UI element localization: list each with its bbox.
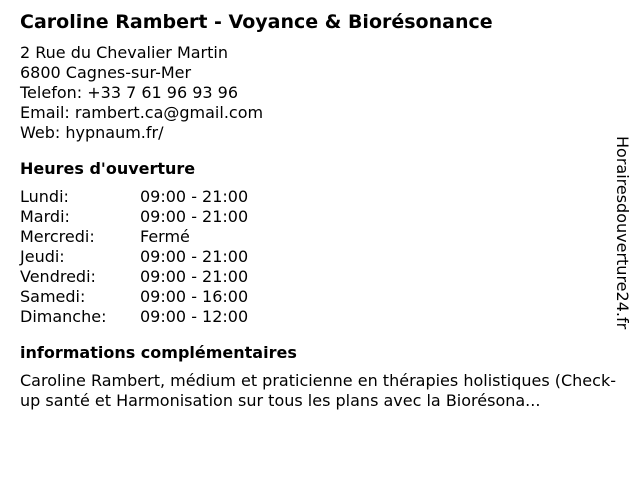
side-brand-text: Horairesdouverture24.fr	[613, 136, 632, 330]
hours-row	[20, 287, 620, 307]
hours-time: 09:00 - 21:00	[140, 207, 249, 226]
hours-time: 09:00 - 16:00	[140, 287, 249, 306]
hours-day: Mardi:	[20, 207, 70, 226]
hours-row	[20, 247, 620, 267]
hours-row	[20, 307, 620, 327]
business-title: Caroline Rambert - Voyance & Biorésonance	[20, 11, 493, 33]
hours-table	[20, 187, 620, 327]
hours-time: 09:00 - 21:00	[140, 247, 249, 266]
hours-time: 09:00 - 12:00	[140, 307, 249, 326]
hours-row	[20, 187, 620, 207]
street-address: 2 Rue du Chevalier Martin	[20, 43, 228, 62]
hours-row	[20, 207, 620, 227]
info-text: Caroline Rambert, médium et praticienne en thérapies holistiques (Check-up santé et Harmonisation sur tous les plans avec la Biorésona...	[20, 371, 616, 410]
phone-line[interactable]: Telefon: +33 7 61 96 93 96	[20, 83, 239, 102]
hours-time: 09:00 - 21:00	[140, 267, 249, 286]
hours-day: Jeudi:	[20, 247, 65, 266]
hours-day: Samedi:	[20, 287, 86, 306]
hours-day: Lundi:	[20, 187, 69, 206]
hours-day: Vendredi:	[20, 267, 96, 286]
hours-row	[20, 227, 620, 247]
hours-day: Dimanche:	[20, 307, 107, 326]
email-line[interactable]: Email: rambert.ca@gmail.com	[20, 103, 264, 122]
business-card	[20, 10, 620, 411]
hours-day: Mercredi:	[20, 227, 95, 246]
info-heading: informations complémentaires	[20, 343, 297, 362]
web-line[interactable]: Web: hypnaum.fr/	[20, 123, 164, 142]
hours-time: Fermé	[140, 227, 190, 246]
city-address: 6800 Cagnes-sur-Mer	[20, 63, 192, 82]
hours-row	[20, 267, 620, 287]
address-block	[20, 43, 620, 143]
hours-time: 09:00 - 21:00	[140, 187, 249, 206]
hours-heading: Heures d'ouverture	[20, 159, 196, 178]
